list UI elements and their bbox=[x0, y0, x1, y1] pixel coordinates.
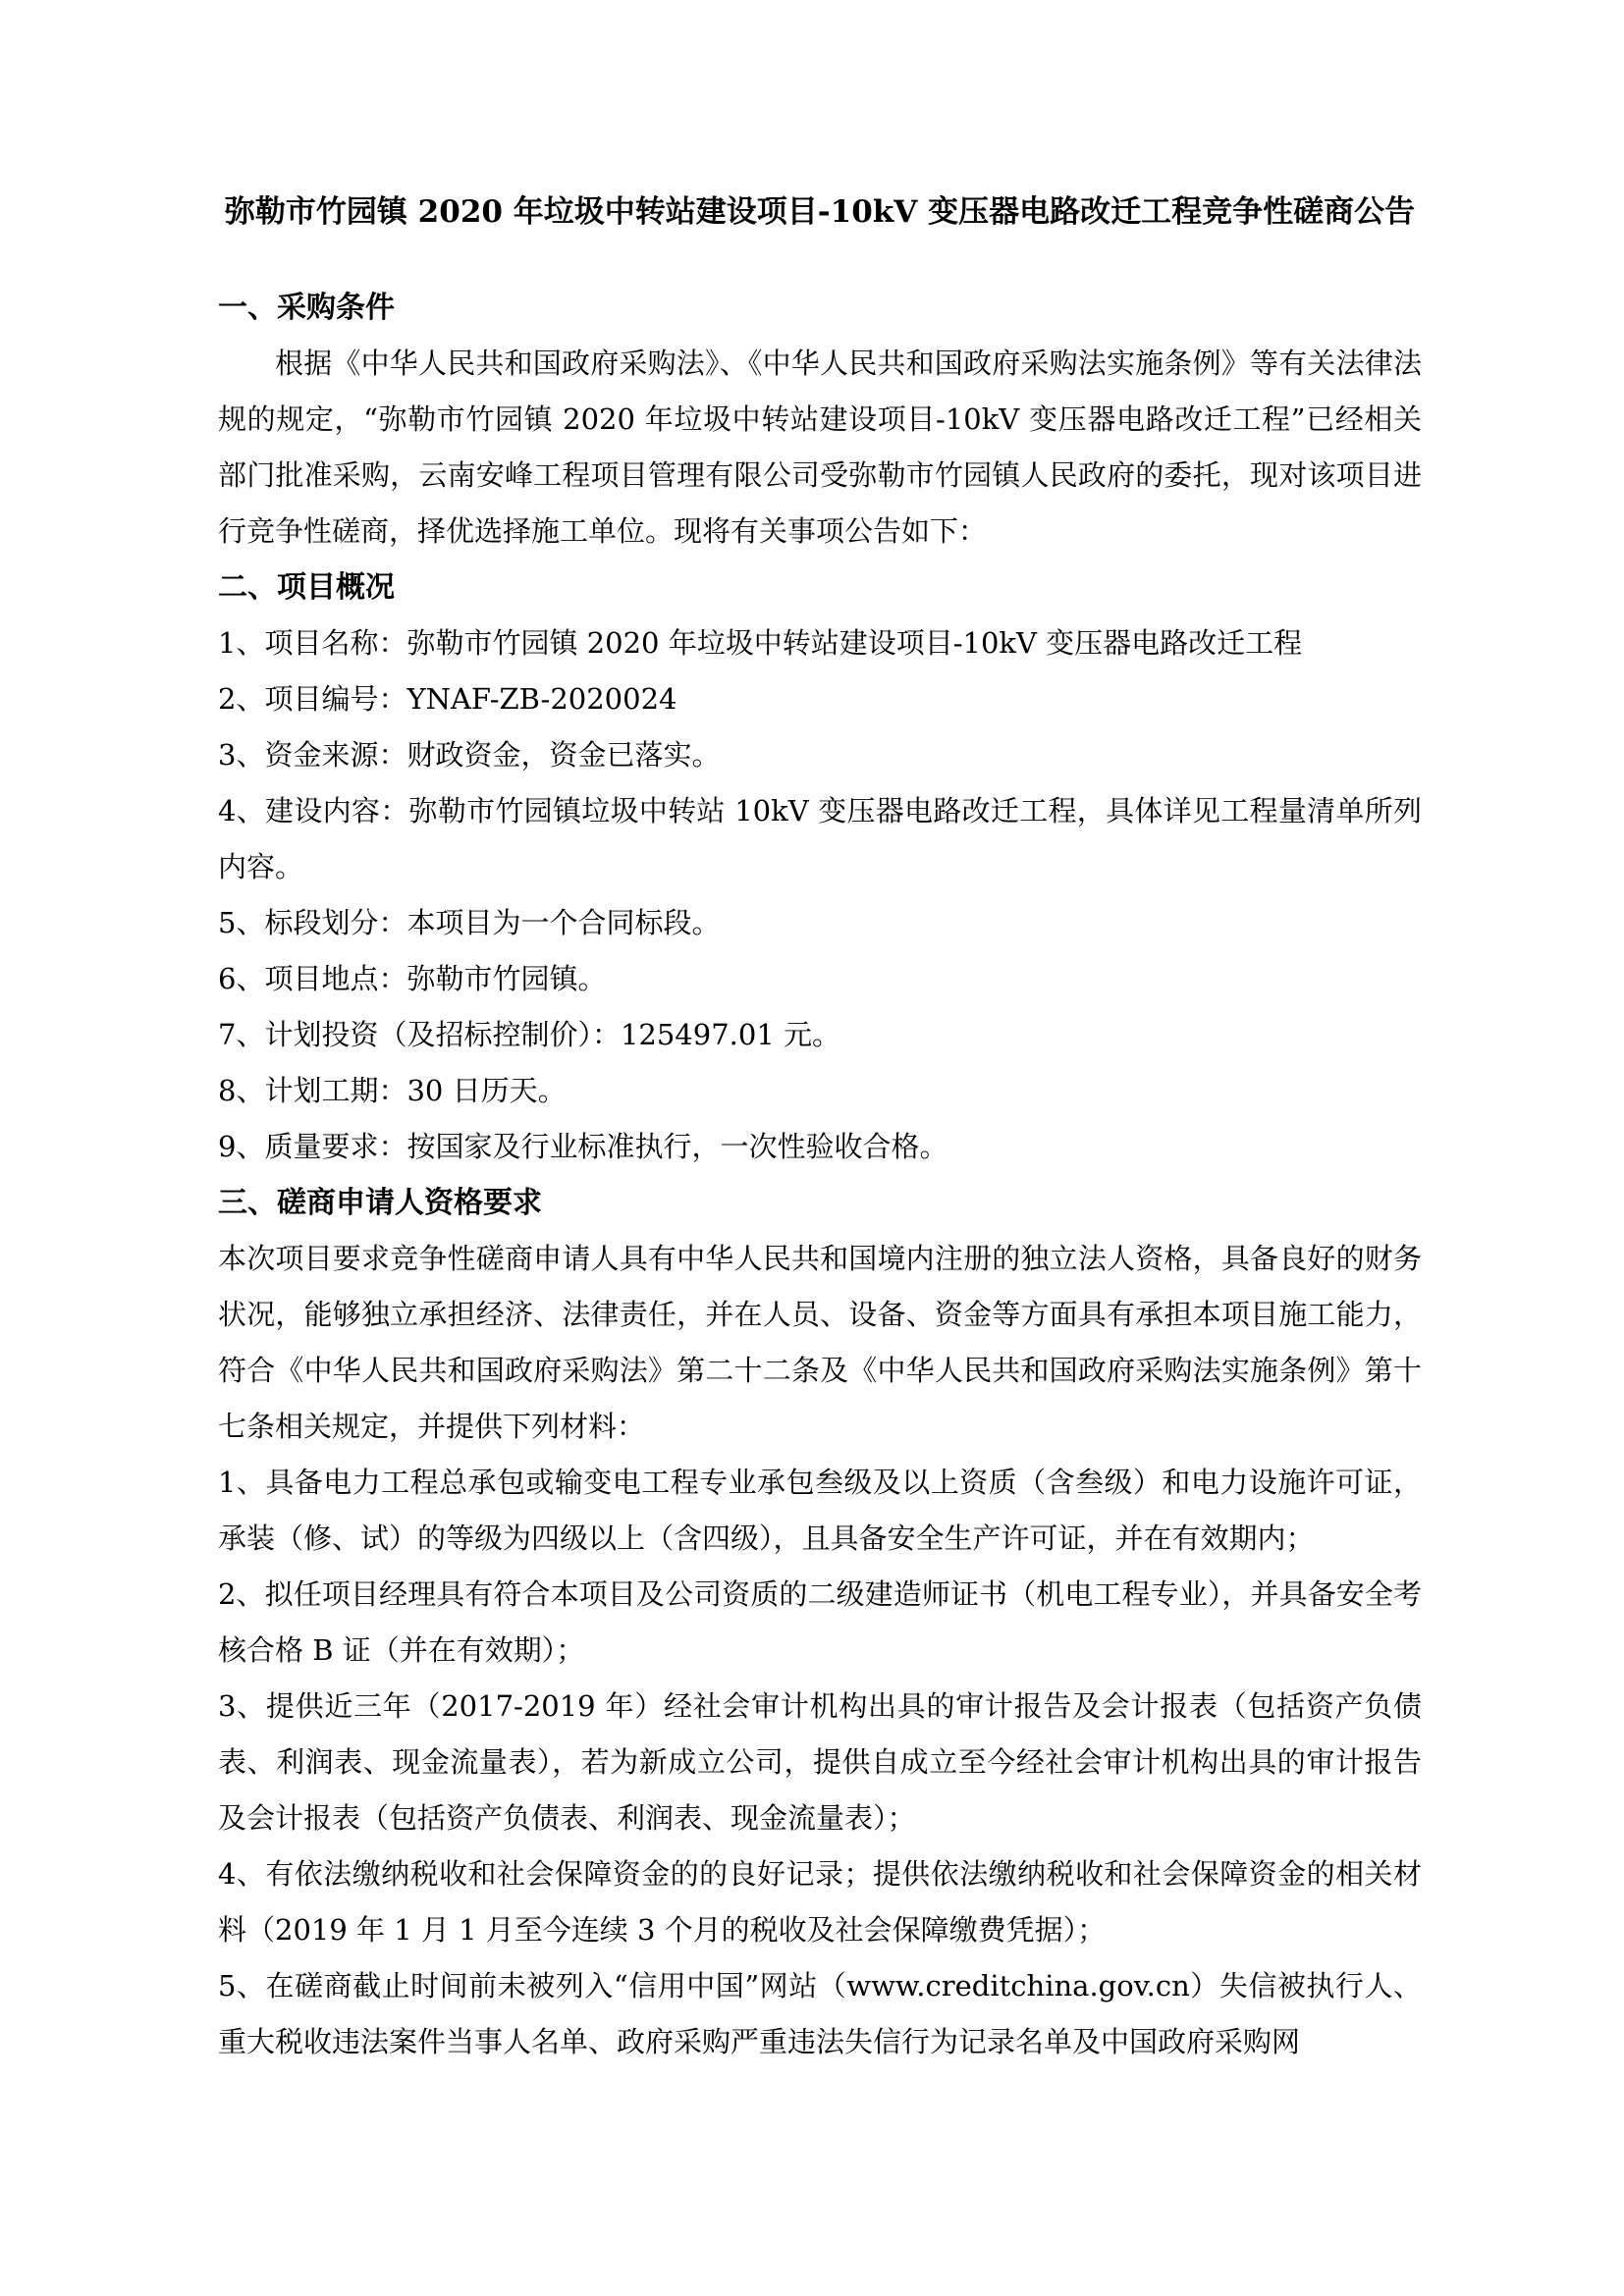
section-qualification-heading: 三、磋商申请人资格要求 bbox=[218, 1186, 542, 1220]
overview-item-3: 3、资金来源：财政资金，资金已落实。 bbox=[218, 738, 721, 772]
qualification-item-3: 3、提供近三年（2017-2019 年）经社会审计机构出具的审计报告及会计报表（包括资产负债表、利润表、现金流量表），若为新成立公司，提供自成立至今经社会审计机构出具的审计报告及会计报表（包括资产负债表、利润表、现金流量表）； bbox=[218, 1689, 1422, 1835]
qualification-item-5: 5、在磋商截止时间前未被列入“信用中国”网站（www.creditchina.gov.cn）失信被执行人、重大税收违法案件当事人名单、政府采购严重违法失信行为记录名单及中国政府采购网 bbox=[218, 1969, 1422, 2058]
overview-item-7: 7、计划投资（及招标控制价）：125497.01 元。 bbox=[218, 1018, 840, 1051]
section-overview-heading: 二、项目概况 bbox=[218, 570, 395, 605]
qualification-item-1: 1、具备电力工程总承包或输变电工程专业承包叁级及以上资质（含叁级）和电力设施许可证，承装（修、试）的等级为四级以上（含四级），且具备安全生产许可证，并在有效期内； bbox=[218, 1466, 1422, 1555]
overview-item-1: 1、项目名称：弥勒市竹园镇 2020 年垃圾中转站建设项目-10kV 变压器电路改迁工程 bbox=[218, 626, 1303, 660]
overview-item-9: 9、质量要求：按国家及行业标准执行，一次性验收合格。 bbox=[218, 1130, 948, 1163]
overview-item-8: 8、计划工期：30 日历天。 bbox=[218, 1074, 567, 1107]
section-procurement-heading: 一、采购条件 bbox=[218, 291, 395, 325]
overview-item-2: 2、项目编号：YNAF-ZB-2020024 bbox=[218, 682, 677, 716]
section-qualification-paragraph: 本次项目要求竞争性磋商申请人具有中华人民共和国境内注册的独立法人资格，具备良好的财务状况，能够独立承担经济、法律责任，并在人员、设备、资金等方面具有承担本项目施工能力，符合《中华人民共和国政府采购法》第二十二条及《中华人民共和国政府采购法实施条例》第十七条相关规定，并提供下列材料： bbox=[218, 1242, 1422, 1443]
qualification-item-4: 4、有依法缴纳税收和社会保障资金的的良好记录；提供依法缴纳税收和社会保障资金的相关材料（2019 年 1 月 1 月至今连续 3 个月的税收及社会保障缴费凭据）； bbox=[218, 1857, 1422, 1947]
qualification-item-2: 2、拟任项目经理具有符合本项目及公司资质的二级建造师证书（机电工程专业），并具备安全考核合格 B 证（并在有效期）； bbox=[218, 1577, 1422, 1667]
document-title: 弥勒市竹园镇 2020 年垃圾中转站建设项目-10kV 变压器电路改迁工程竞争性磋商公告 bbox=[224, 194, 1416, 230]
section-procurement-paragraph: 根据《中华人民共和国政府采购法》、《中华人民共和国政府采购法实施条例》等有关法律法规的规定，“弥勒市竹园镇 2020 年垃圾中转站建设项目-10kV 变压器电路改迁工程”已经相关部门批准采购，云南安峰工程项目管理有限公司受弥勒市竹园镇人民政府的委托，现对该项目进行竞争性磋商，择优选择施工单位。现将有关事项公告如下： bbox=[218, 347, 1422, 548]
overview-item-5: 5、标段划分：本项目为一个合同标段。 bbox=[218, 906, 721, 939]
overview-item-4: 4、建设内容：弥勒市竹园镇垃圾中转站 10kV 变压器电路改迁工程，具体详见工程量清单所列内容。 bbox=[218, 794, 1422, 883]
overview-item-6: 6、项目地点：弥勒市竹园镇。 bbox=[218, 962, 607, 995]
